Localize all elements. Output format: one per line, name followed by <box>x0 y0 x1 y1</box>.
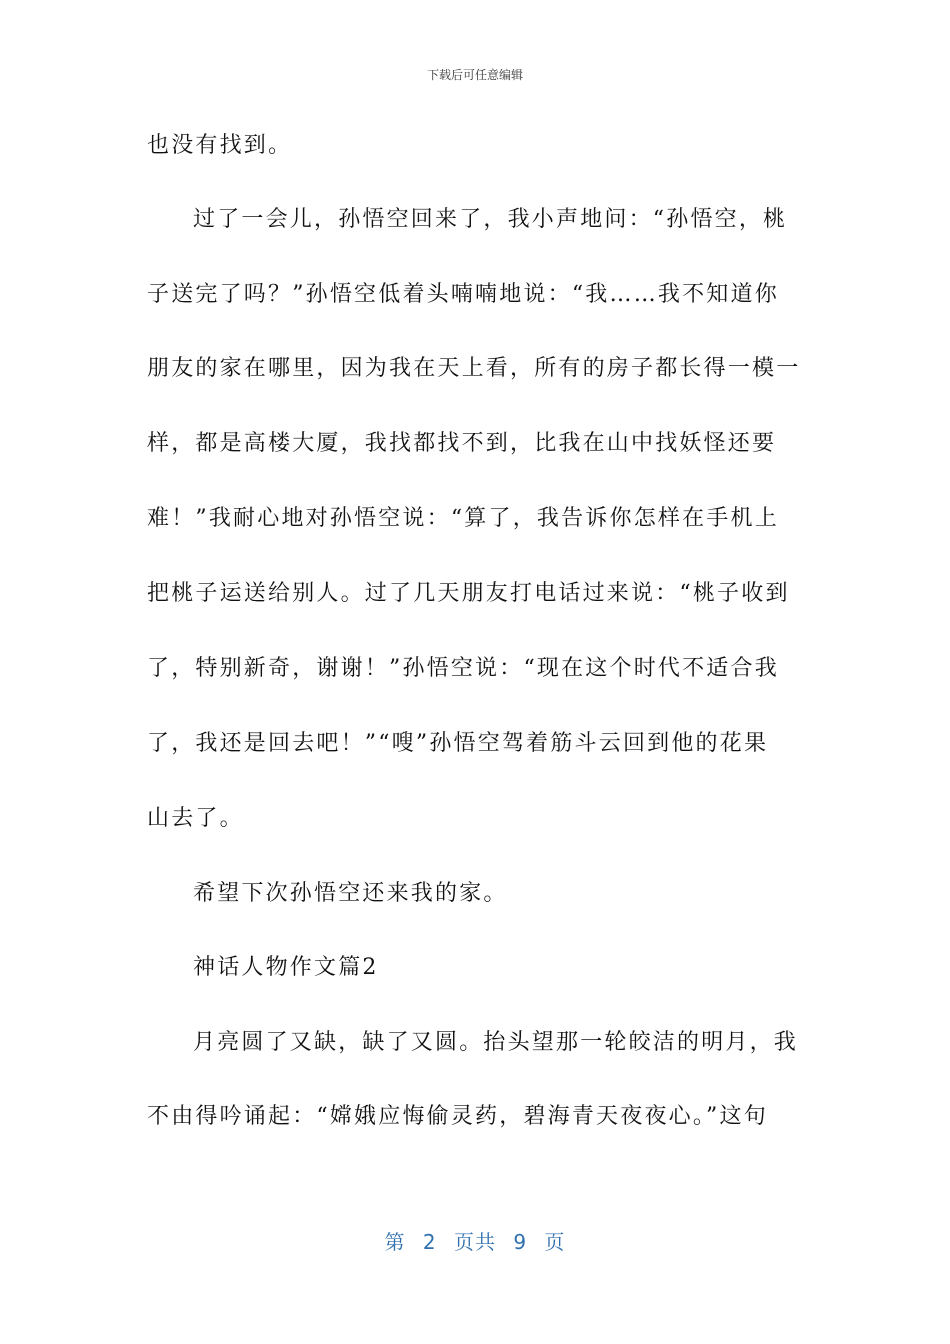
text-line: 山去了。 <box>147 806 244 831</box>
section-heading: 神话人物作文篇2 <box>193 955 379 980</box>
page-number-footer: 第 2 页共 9 页 <box>384 1230 566 1254</box>
text-line: 朋友的家在哪里，因为我在天上看，所有的房子都长得一模一 <box>147 356 801 381</box>
text-line: 了，我还是回去吧！”“嗖”孙悟空驾着筋斗云回到他的花果 <box>147 731 769 756</box>
text-line: 样，都是高楼大厦，我找都找不到，比我在山中找妖怪还要 <box>147 431 777 456</box>
text-line: 月亮圆了又缺，缺了又圆。抬头望那一轮皎洁的明月，我 <box>193 1030 799 1055</box>
text-line: 过了一会儿，孙悟空回来了，我小声地问：“孙悟空，桃 <box>193 207 788 232</box>
text-line: 了，特别新奇，谢谢！”孙悟空说：“现在这个时代不适合我 <box>147 656 779 681</box>
text-line: 子送完了吗？”孙悟空低着头喃喃地说：“我……我不知道你 <box>147 282 779 307</box>
text-line: 也没有找到。 <box>147 133 293 158</box>
text-line: 难！”我耐心地对孙悟空说：“算了，我告诉你怎样在手机上 <box>147 506 779 531</box>
text-line: 把桃子运送给别人。过了几天朋友打电话过来说：“桃子收到 <box>147 581 790 606</box>
text-line: 不由得吟诵起：“嫦娥应悔偷灵药，碧海青天夜夜心。”这句 <box>147 1104 768 1129</box>
text-line: 希望下次孙悟空还来我的家。 <box>193 881 508 906</box>
header-note: 下载后可任意编辑 <box>426 68 523 82</box>
